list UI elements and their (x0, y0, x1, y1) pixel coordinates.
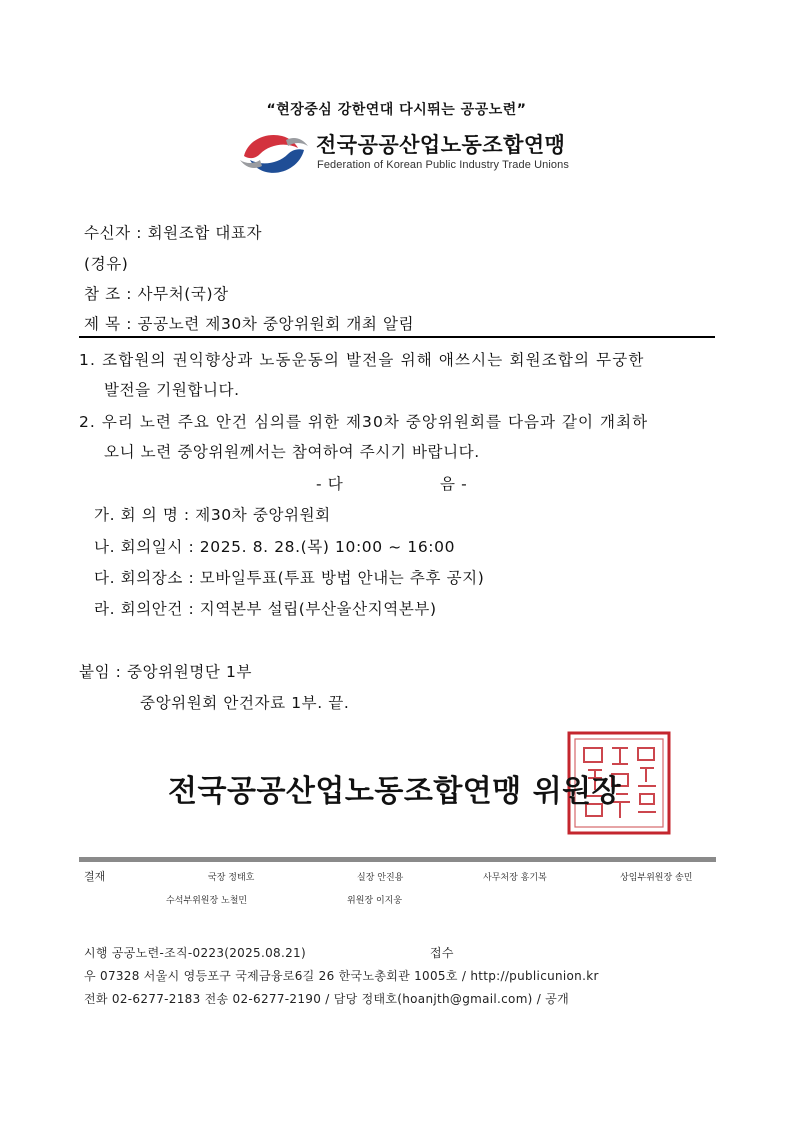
enforcement-number: 시행 공공노련-조직-0223(2025.08.21) (84, 946, 306, 960)
meeting-name: 가. 회 의 명 : 제30차 중앙위원회 (94, 506, 331, 524)
header-divider (79, 336, 715, 338)
paragraph-2-line-1: 2. 우리 노련 주요 안건 심의를 위한 제30차 중앙위원회를 다음과 같이 개최하 (79, 413, 649, 431)
reference: 참 조 : 사무처(국)장 (84, 285, 229, 303)
approver-senior-vice-president: 수석부위원장 노철민 (166, 896, 248, 906)
meeting-agenda: 라. 회의안건 : 지역본부 설립(부산울산지역본부) (94, 600, 437, 618)
approver-president: 위원장 이지웅 (347, 896, 403, 906)
via: (경유) (84, 255, 129, 273)
approval-divider (79, 857, 716, 862)
union-logo-icon (238, 126, 310, 180)
paragraph-1-line-1: 1. 조합원의 권익향상과 노동운동의 발전을 위해 애쓰시는 회원조합의 무궁한 (79, 351, 645, 369)
address-line: 우 07328 서울시 영등포구 국제금융로6길 26 한국노총회관 1005호 / http://publicunion.kr (84, 969, 599, 983)
org-name: 전국공공산업노동조합연맹 (316, 133, 566, 157)
subject: 제 목 : 공공노련 제30차 중앙위원회 개최 알림 (84, 315, 415, 333)
section-heading-left: - 다 (316, 475, 344, 493)
paragraph-1-line-2: 발전을 기원합니다. (104, 381, 240, 399)
approval-label: 결재 (84, 870, 106, 883)
meeting-place: 다. 회의장소 : 모바일투표(투표 방법 안내는 추후 공지) (94, 569, 485, 587)
approver-standing-vice-president: 상임부위원장 송민 (620, 873, 693, 883)
attachment-2: 중앙위원회 안건자료 1부. 끝. (140, 694, 350, 712)
approver-director: 국장 정태호 (208, 873, 255, 883)
receipt-label: 접수 (430, 946, 454, 960)
recipient: 수신자 : 회원조합 대표자 (84, 224, 263, 242)
paragraph-2-line-2: 오니 노련 중앙위원께서는 참여하여 주시기 바랍니다. (104, 443, 480, 461)
signature: 전국공공산업노동조합연맹 위원장 (168, 774, 622, 809)
meeting-datetime: 나. 회의일시 : 2025. 8. 28.(목) 10:00 ~ 16:00 (94, 538, 456, 556)
org-name-en: Federation of Korean Public Industry Trade Unions (317, 159, 569, 171)
approver-chief: 실장 안진용 (357, 873, 404, 883)
slogan: “현장중심 강한연대 다시뛰는 공공노련” (266, 102, 527, 118)
approver-secretary-general: 사무처장 홍기복 (483, 873, 547, 883)
attachment-1: 붙임 : 중앙위원명단 1부 (79, 663, 253, 681)
contact-line: 전화 02-6277-2183 전송 02-6277-2190 / 담당 정태호(hoanjth@gmail.com) / 공개 (84, 992, 570, 1006)
section-heading-right: 음 - (440, 475, 468, 493)
